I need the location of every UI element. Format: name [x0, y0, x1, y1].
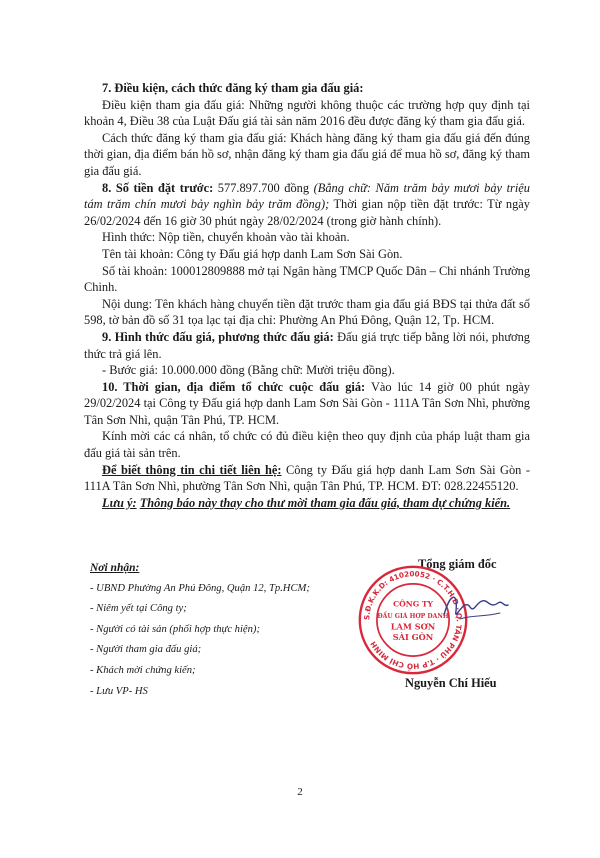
- contact-details-title: Để biết thông tin chi tiết liên hệ:: [102, 462, 282, 477]
- account-name: Tên tài khoản: Công ty Đấu giá hợp danh Lam Sơn Sài Gòn.: [102, 246, 403, 261]
- section-7-title: 7. Điều kiện, cách thức đăng ký tham gia đấu giá:: [102, 81, 364, 95]
- section-10-title: 10. Thời gian, địa điểm tổ chức cuộc đấu giá:: [102, 379, 366, 394]
- recipient-item: - Người có tài sản (phối hợp thực hiện);: [90, 623, 260, 635]
- deposit-form: Hình thức: Nộp tiền, chuyển khoản vào tài khoản.: [102, 230, 350, 245]
- signer-title: Tổng giám đốc: [418, 557, 497, 571]
- section-8-title: 8. Số tiền đặt trước:: [102, 180, 214, 195]
- recipients-list: [90, 558, 350, 702]
- deposit-time: Thời gian nộp tiền đặt trước: Từ ngày 26/02/2024 đến 16 giờ 30 phút ngày 28/02/2024 (trong giờ hành chính).: [84, 197, 531, 228]
- seal-line-1: CÔNG TY: [393, 599, 433, 609]
- contact-details: [84, 462, 530, 495]
- page-number: 2: [297, 786, 303, 798]
- section-7-method: Cách thức đăng ký tham gia đấu giá: Khách hàng đăng ký tham gia đấu giá đến đúng thời gian, địa điểm bán hồ sơ, nhận đăng ký tham gia đấu giá để mua hồ sơ, đăng ký tham gia đấu giá.: [84, 130, 530, 178]
- seal-line-2: ĐẤU GIÁ HỢP DANH: [377, 613, 449, 621]
- seal-ring-text: S.Đ.K.K.D: 41020052 · C.T.H.D · Q. TÂN PHÚ · T.P HỒ CHÍ MINH: [362, 569, 464, 671]
- section-10: [84, 379, 530, 429]
- note-label: Lưu ý:: [102, 495, 137, 510]
- section-7-conditions: Điều kiện tham gia đấu giá: Những người không thuộc các trường hợp quy định tại khoản 4, Điều 38 của Luật Đấu giá tài sản năm 2016 đều được đăng ký tham gia đấu giá.: [84, 97, 530, 129]
- recipient-item: - Người tham gia đấu giá;: [90, 644, 202, 656]
- recipient-item: - Khách mời chứng kiến;: [90, 664, 196, 676]
- handwritten-signature: [440, 585, 510, 630]
- recipient-item: - Niêm yết tại Công ty;: [90, 603, 187, 615]
- transfer-content: Nội dung: Tên khách hàng chuyển tiền đặt trước tham gia đấu giá BĐS tại thửa đất số 598, tờ bản đồ số 31 tọa lạc tại địa chỉ: Phường An Phú Đông, Quận 12, Tp. HCM.: [84, 296, 530, 328]
- section-10-text: Vào lúc 14 giờ 00 phút ngày 29/02/2024 tại Công ty Đấu giá hợp danh Lam Sơn Sài Gòn - 111A Tân Sơn Nhì, phường Tân Sơn Nhì, quận Tân Phú, TP. HCM.: [84, 379, 531, 427]
- announcement-body: [84, 80, 530, 511]
- bid-step: - Bước giá: 10.000.000 đồng (Bằng chữ: Mười triệu đồng).: [102, 363, 395, 378]
- seal-line-4: SÀI GÒN: [392, 631, 434, 642]
- recipients-title: Nơi nhận:: [90, 562, 140, 574]
- recipient-item: - Lưu VP- HS: [90, 685, 148, 697]
- signer-name: Nguyễn Chí Hiếu: [405, 676, 497, 690]
- seal-line-3: LAM SƠN: [390, 621, 436, 632]
- invitation-text: Kính mời các cá nhân, tổ chức có đủ điều kiện theo quy định của pháp luật tham gia đấu giá tài sản trên.: [84, 429, 530, 461]
- note: [84, 495, 530, 512]
- note-text: Thông báo này thay cho thư mời tham gia đấu giá, tham dự chứng kiến.: [139, 495, 511, 510]
- account-number: Số tài khoản: 100012809888 mở tại Ngân hàng TMCP Quốc Dân – Chi nhánh Trường Chinh.: [84, 263, 531, 295]
- section-9-text: Đấu giá trực tiếp bằng lời nói, phương thức trả giá lên.: [84, 329, 530, 361]
- recipient-item: - UBND Phường An Phú Đông, Quận 12, Tp.HCM;: [90, 582, 310, 594]
- section-9: [84, 329, 530, 362]
- deposit-amount: 577.897.700 đồng: [217, 180, 310, 195]
- section-8-deposit: [84, 180, 530, 230]
- contact-details-text: Công ty Đấu giá hợp danh Lam Sơn Sài Gòn - 111A Tân Sơn Nhì, phường Tân Sơn Nhì, quận Tân Phú, TP. HCM. ĐT: 028.22455120.: [84, 462, 531, 494]
- deposit-amount-words: (Bằng chữ: Năm trăm bảy mươi bảy triệu tám trăm chín mươi bảy nghìn bảy trăm đồng);: [84, 180, 530, 212]
- section-9-title: 9. Hình thức đấu giá, phương thức đấu giá:: [102, 329, 334, 344]
